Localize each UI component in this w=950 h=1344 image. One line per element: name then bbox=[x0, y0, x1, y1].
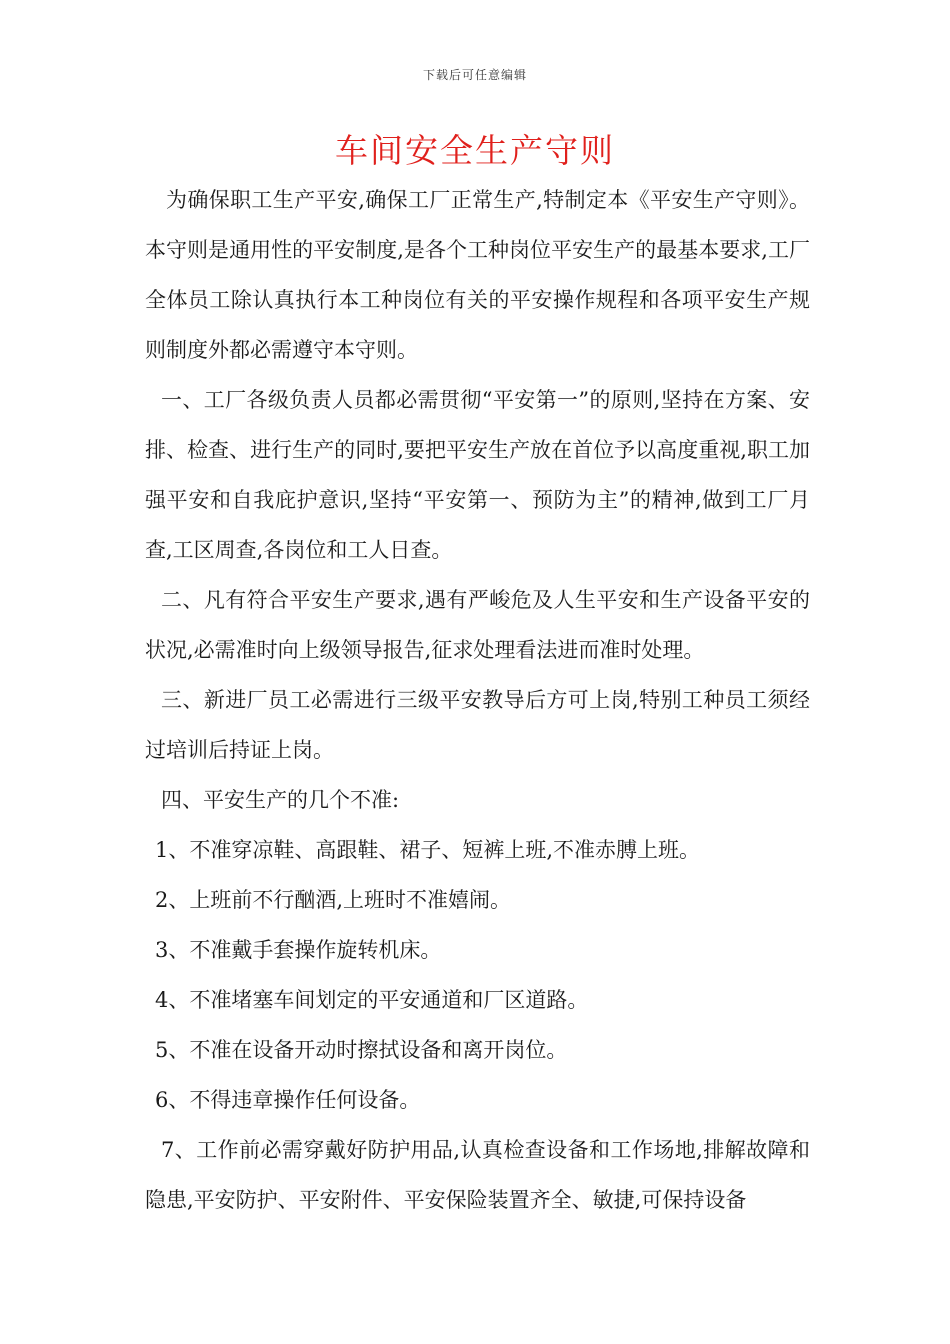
rule-item-2: 2、上班前不行酗酒,上班时不准嬉闹。 bbox=[155, 888, 512, 912]
header-note: 下载后可任意编辑 bbox=[422, 68, 527, 82]
rule-item-4: 4、不准堵塞车间划定的平安通道和厂区道路。 bbox=[155, 988, 589, 1012]
section-2-paragraph: 二、凡有符合平安生产要求,遇有严峻危及人生平安和生产设备平安的状况,必需准时向上级领导报告,征求处理看法进而准时处理。 bbox=[145, 588, 810, 662]
rule-item-5: 5、不准在设备开动时擦拭设备和离开岗位。 bbox=[155, 1038, 568, 1062]
rule-item-3: 3、不准戴手套操作旋转机床。 bbox=[155, 938, 442, 962]
section-4-heading: 四、平安生产的几个不准: bbox=[161, 788, 400, 812]
page-title: 车间安全生产守则 bbox=[335, 131, 615, 170]
document-body bbox=[145, 175, 810, 1225]
intro-paragraph: 为确保职工生产平安,确保工厂正常生产,特制定本《平安生产守则》。本守则是通用性的平安制度,是各个工种岗位平安生产的最基本要求,工厂全体员工除认真执行本工种岗位有关的平安操作规程和各项平安生产规则制度外都必需遵守本守则。 bbox=[145, 188, 810, 362]
rule-item-6: 6、不得违章操作任何设备。 bbox=[155, 1088, 421, 1112]
rule-item-7: 7、工作前必需穿戴好防护用品,认真检查设备和工作场地,排解故障和隐患,平安防护、平安附件、平安保险装置齐全、敏捷,可保持设备 bbox=[145, 1138, 810, 1212]
section-1-paragraph: 一、工厂各级负责人员都必需贯彻“平安第一”的原则,坚持在方案、安排、检查、进行生产的同时,要把平安生产放在首位予以高度重视,职工加强平安和自我庇护意识,坚持“平安第一、预防为主”的精神,做到工厂月查,工区周查,各岗位和工人日查。 bbox=[145, 388, 810, 562]
rule-item-1: 1、不准穿凉鞋、高跟鞋、裙子、短裤上班,不准赤膊上班。 bbox=[155, 838, 701, 862]
section-3-paragraph: 三、新进厂员工必需进行三级平安教导后方可上岗,特别工种员工须经过培训后持证上岗。 bbox=[145, 688, 810, 762]
